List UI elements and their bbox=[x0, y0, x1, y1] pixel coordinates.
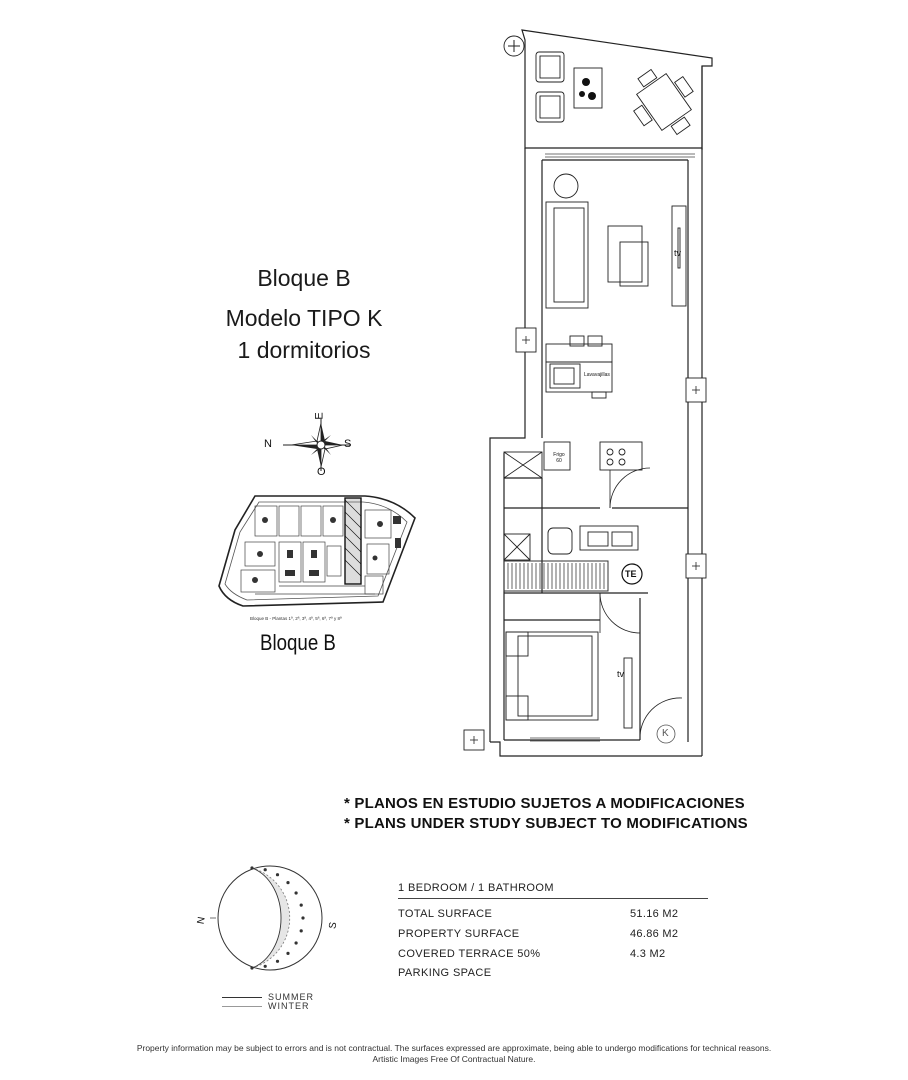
sun-path-dot bbox=[286, 952, 289, 955]
sun-south: S bbox=[327, 921, 340, 930]
specs-header: 1 BEDROOM / 1 BATHROOM bbox=[398, 882, 554, 894]
sun-path-dot bbox=[295, 941, 298, 944]
sun-path-dot bbox=[276, 960, 279, 963]
sun-path-dot bbox=[300, 904, 303, 907]
spec-label-total: TOTAL SURFACE bbox=[398, 908, 493, 920]
sun-path-dot bbox=[250, 966, 253, 969]
spec-label-property: PROPERTY SURFACE bbox=[398, 928, 520, 940]
legal-disclaimer: Property information may be subject to errors and is not contractual. The surfaces expressed are approximate, being able to undergo modifications for technical reasons. Artistic Images Free Of Contractual Nature. bbox=[136, 1043, 772, 1064]
note-spanish: * PLANOS EN ESTUDIO SUJETOS A MODIFICACIONES bbox=[344, 795, 745, 812]
summer-legend-line bbox=[222, 997, 262, 998]
spec-value-terrace: 4.3 M2 bbox=[630, 948, 666, 960]
sun-path-dot bbox=[250, 866, 253, 869]
compass-west: O bbox=[317, 466, 326, 478]
sun-path-dot bbox=[301, 916, 304, 919]
winter-legend-line bbox=[222, 1006, 262, 1007]
site-plan-caption: Bloque B - Plantas 1ª, 2ª, 3ª, 4ª, 5ª, 6ª, 7ª y 8ª bbox=[250, 616, 342, 621]
compass-east: E bbox=[313, 412, 326, 420]
compass-south: S bbox=[344, 438, 352, 450]
compass-north: N bbox=[264, 438, 272, 450]
bedrooms-title: 1 dormitorios bbox=[237, 337, 371, 363]
water-heater-label: TE bbox=[625, 569, 637, 579]
specs-divider bbox=[398, 898, 708, 899]
sun-path-dot bbox=[300, 929, 303, 932]
site-plan-label: Bloque B bbox=[260, 630, 336, 655]
unit-marker-label: K bbox=[662, 728, 669, 739]
living-tv-label: tv bbox=[674, 248, 682, 258]
sun-path-dot bbox=[295, 891, 298, 894]
sun-path-dot bbox=[276, 873, 279, 876]
bedroom-tv-label: tv bbox=[617, 669, 625, 679]
summer-legend: SUMMER bbox=[268, 992, 314, 1002]
spec-label-terrace: COVERED TERRACE 50% bbox=[398, 948, 541, 960]
sun-path-dot bbox=[286, 881, 289, 884]
floor-plan-drawing bbox=[460, 18, 720, 778]
fridge-label: Frigo 60 bbox=[553, 452, 565, 464]
sun-north: N bbox=[195, 915, 208, 926]
note-english: * PLANS UNDER STUDY SUBJECT TO MODIFICATIONS bbox=[344, 815, 748, 832]
sun-path-dot bbox=[264, 868, 267, 871]
spec-value-total: 51.16 M2 bbox=[630, 908, 679, 920]
winter-legend: WINTER bbox=[268, 1001, 310, 1011]
model-title: Modelo TIPO K bbox=[225, 305, 383, 331]
site-plan-drawing bbox=[215, 490, 420, 615]
spec-label-parking: PARKING SPACE bbox=[398, 967, 492, 979]
sun-path-diagram bbox=[200, 860, 340, 978]
sun-path-dot bbox=[264, 965, 267, 968]
spec-value-property: 46.86 M2 bbox=[630, 928, 679, 940]
dishwasher-label: Lavavajillas bbox=[584, 372, 610, 378]
block-title: Bloque B bbox=[257, 265, 351, 291]
